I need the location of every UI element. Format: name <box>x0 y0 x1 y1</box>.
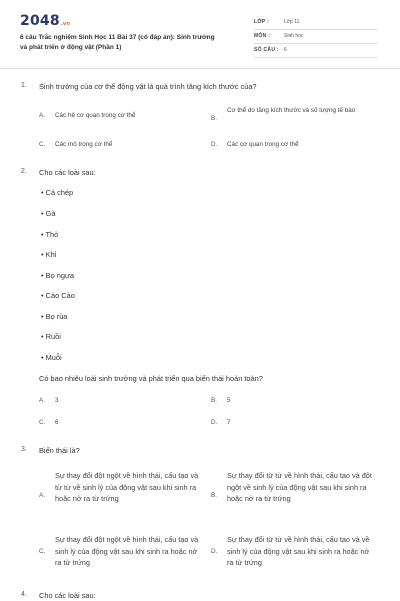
option-letter: B. <box>211 397 217 404</box>
question-3-text: Biến thái là? <box>39 446 80 455</box>
meta-count <box>254 43 378 58</box>
meta-label: SỐ CÂU : <box>254 47 279 53</box>
option-letter: D. <box>211 419 218 426</box>
option-letter: A. <box>39 112 45 119</box>
meta-value: Lớp 11 <box>284 19 300 25</box>
question-4-text: Cho các loài sau: <box>39 591 96 600</box>
option-letter: B. <box>211 492 218 499</box>
meta-label: LỚP : <box>254 19 270 25</box>
option-text: Cơ thể do tăng kích thước và số lượng tế bào <box>227 107 356 114</box>
question-3-option-a[interactable] <box>39 470 199 520</box>
species-item: • Bọ rùa <box>41 312 68 321</box>
logo-text: 2048 <box>20 13 60 29</box>
option-letter: D. <box>211 548 218 555</box>
header-divider <box>0 68 400 69</box>
option-letter: C. <box>39 419 46 426</box>
question-3-number: 3. <box>21 446 27 453</box>
option-letter: A. <box>39 397 45 404</box>
option-text: Sự thay đổi từ từ về hình thái, cấu tạo và về sinh lý của động vật sau khi sinh ra hoặc nở ra từ trứng <box>227 535 370 567</box>
question-4-number: 4. <box>21 591 27 598</box>
option-letter: D. <box>211 141 218 148</box>
species-item: • Ruồi <box>41 332 61 341</box>
question-2-number: 2. <box>21 168 27 175</box>
logo-suffix: .vn <box>60 21 71 27</box>
meta-grade <box>254 15 378 30</box>
option-text: Sự thay đổi đột ngột về hình thái, cấu tạo và từ từ về sinh lý của động vật sau khi sinh ra hoặc nở ra từ trứng <box>55 471 199 503</box>
page-title: 6 câu Trắc nghiệm Sinh Học 11 Bài 37 (có đáp án): Sinh trưởng và phát triển ở động vật (Phần 1) <box>20 34 215 51</box>
option-text: 5 <box>227 397 231 404</box>
question-3-option-b[interactable] <box>211 470 372 520</box>
option-text: 6 <box>55 419 59 426</box>
meta-subject <box>254 29 378 44</box>
page-header <box>0 0 400 62</box>
question-1-number: 1. <box>21 82 27 89</box>
option-text: Các hệ cơ quan trong cơ thể <box>55 112 136 119</box>
option-text: 3 <box>55 397 59 404</box>
option-text: Các mô trong cơ thể <box>55 141 113 148</box>
question-3-option-d[interactable] <box>211 534 370 574</box>
species-item: • Cá chép <box>41 188 74 197</box>
option-letter: B. <box>211 115 217 122</box>
species-item: • Khỉ <box>41 250 57 259</box>
question-2-sub-question: Có bao nhiêu loài sinh trưởng và phát triển qua biến thái hoàn toàn? <box>39 374 263 383</box>
question-1-text: Sinh trưởng của cơ thể động vật là quá trình tăng kích thước của? <box>39 82 257 91</box>
option-letter: C. <box>39 548 46 555</box>
option-text: Sự thay đổi từ từ về hình thái, cấu tạo và đột ngột về sinh lý của động vật sau khi sinh ra hoặc nở ra từ trứng <box>227 471 372 503</box>
question-3-option-c[interactable] <box>39 534 199 574</box>
option-text: Các cơ quan trong cơ thể <box>227 141 299 148</box>
species-item: • Gà <box>41 209 56 218</box>
species-item: • Muỗi <box>41 353 62 362</box>
option-text: 7 <box>227 419 231 426</box>
species-item: • Bọ ngựa <box>41 271 75 280</box>
site-logo[interactable] <box>20 13 70 29</box>
option-letter: A. <box>39 492 46 499</box>
species-item: • Cào Cào <box>41 291 75 300</box>
option-letter: C. <box>39 141 46 148</box>
meta-value: Sinh học <box>284 33 304 39</box>
meta-value: 6 <box>284 47 287 53</box>
question-2-text: Cho các loài sau: <box>39 168 96 177</box>
option-text: Sự thay đổi đột ngột về hình thái, cấu tạo và sinh lý của động vật sau khi sinh ra hoặc nở ra từ trứng <box>55 535 199 567</box>
species-item: • Thỏ <box>41 230 59 239</box>
meta-label: MÔN : <box>254 33 271 39</box>
